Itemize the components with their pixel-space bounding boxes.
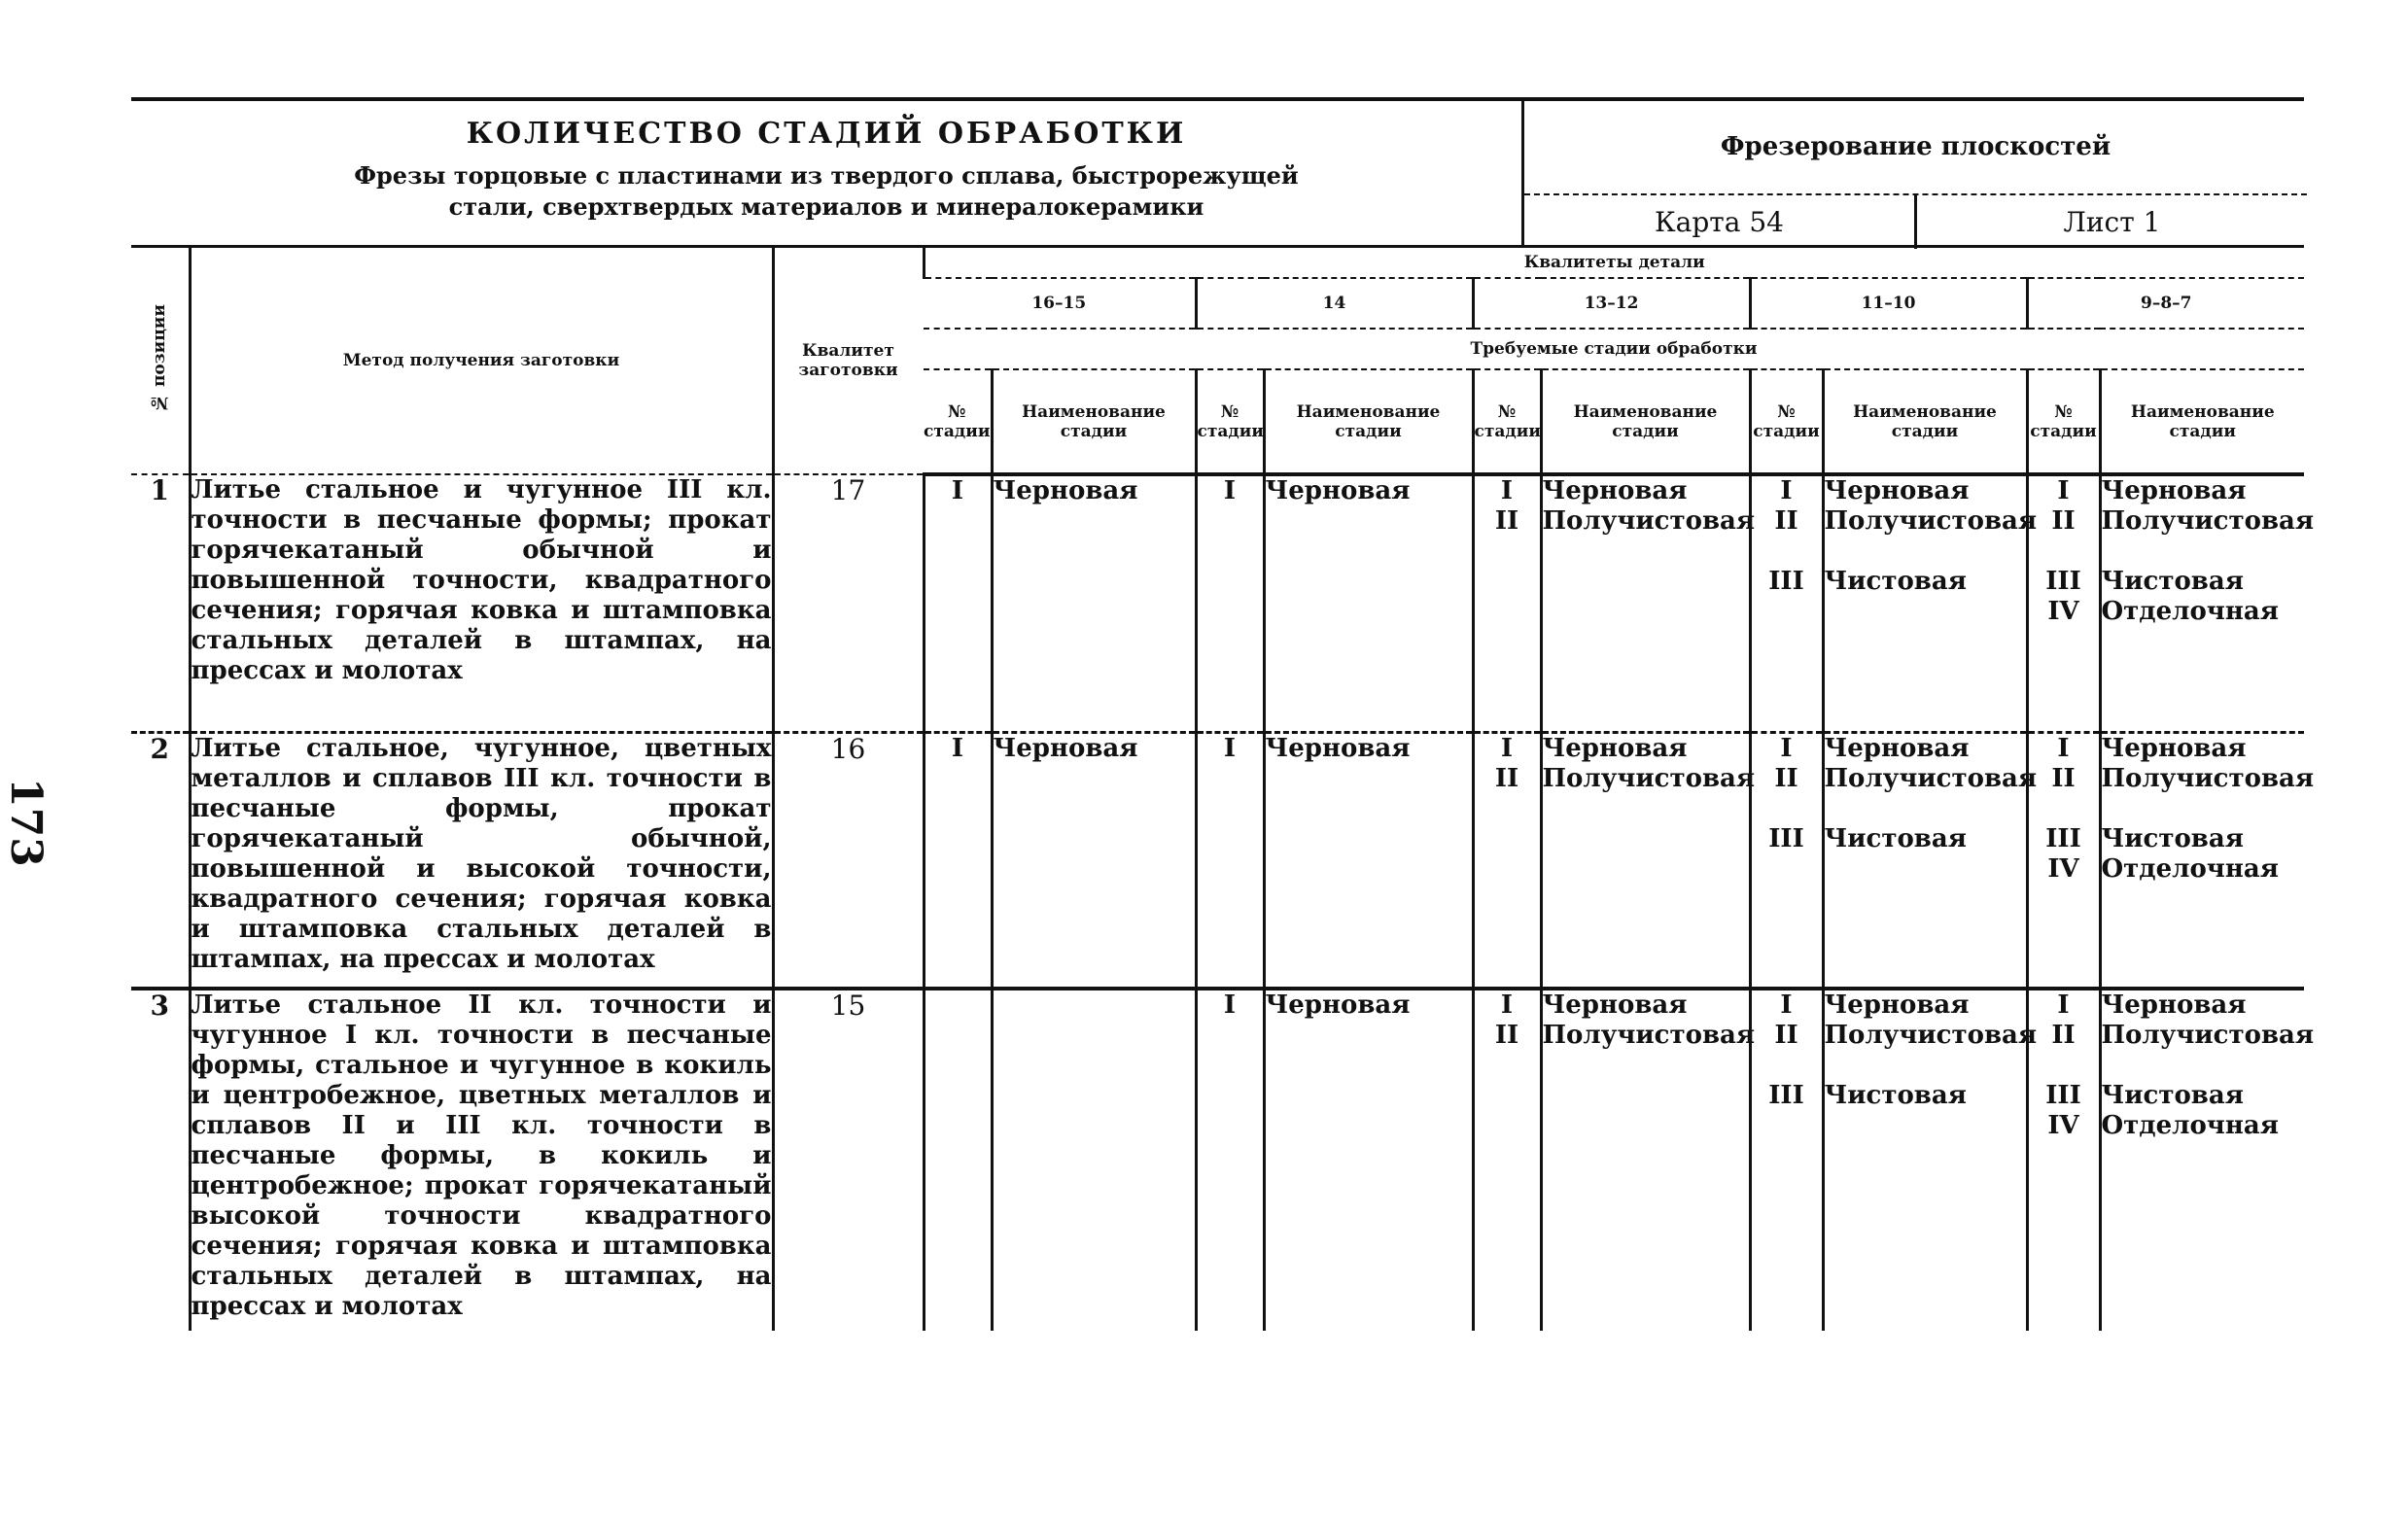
range-header: 9–8–7 bbox=[2027, 278, 2304, 329]
required-stages-header: Требуемые стадии обработки bbox=[924, 329, 2304, 369]
stage-no-header: № стадии bbox=[1473, 369, 1541, 474]
stage-no-cell: I bbox=[1196, 474, 1264, 733]
position-cell: 2 bbox=[131, 733, 190, 990]
card-sheet-row bbox=[1524, 195, 2307, 249]
page-subtitle: Фрезы торцовые с пластинами из твердого сплава, быстрорежущей стали, сверхтвердых материалов и минералокерамики bbox=[354, 161, 1299, 221]
operation-name: Фрезерование плоскостей bbox=[1524, 101, 2307, 195]
stage-no-cell: I II bbox=[1473, 474, 1541, 733]
stage-name-cell: Черновая bbox=[992, 733, 1196, 990]
sheet-number: Лист 1 bbox=[2063, 206, 2161, 238]
method-cell: Литье стальное II кл. точности и чугунное I кл. точности в песчаные формы, стальное и чугунное в кокиль и центробежное, цветных металлов и сплавов II и III кл. точности в песчаные формы, в кокиль и центробежное; прокат горячекатаный высокой точности квадратного сечения; горячая ковка и штамповка стальных деталей в штампах, на прессах и молотах bbox=[190, 989, 773, 1331]
stage-name-cell: Черновая Получистовая Чистовая bbox=[1823, 474, 2027, 733]
stage-no-cell: I II III IV bbox=[2027, 474, 2100, 733]
header-info-block bbox=[1521, 101, 2307, 247]
position-cell: 1 bbox=[131, 474, 190, 733]
stage-no-cell: I bbox=[924, 733, 992, 990]
stage-no-cell: I II bbox=[1473, 733, 1541, 990]
stage-name-cell bbox=[992, 989, 1196, 1331]
stage-no-cell: I bbox=[924, 474, 992, 733]
stage-name-cell: Черновая bbox=[992, 474, 1196, 733]
stage-name-cell: Черновая bbox=[1264, 474, 1473, 733]
stage-no-header: № стадии bbox=[1750, 369, 1823, 474]
stage-name-header: Наименование стадии bbox=[2100, 369, 2304, 474]
stage-no-cell: I bbox=[1196, 989, 1264, 1331]
range-header: 14 bbox=[1196, 278, 1473, 329]
position-header: № позиции bbox=[131, 247, 190, 475]
header-title-block bbox=[131, 101, 1521, 247]
range-header: 16–15 bbox=[924, 278, 1196, 329]
stage-name-header: Наименование стадии bbox=[1541, 369, 1750, 474]
stage-no-cell: I II III IV bbox=[2027, 733, 2100, 990]
stage-name-cell: Черновая bbox=[1264, 989, 1473, 1331]
stage-no-cell: I II III bbox=[1750, 989, 1823, 1331]
stage-no-cell bbox=[924, 989, 992, 1331]
stage-name-cell: Черновая Получистовая bbox=[1541, 733, 1750, 990]
part-quality-group-header: Квалитеты детали bbox=[924, 247, 2304, 279]
stage-no-header: № стадии bbox=[1196, 369, 1264, 474]
table-row bbox=[131, 733, 2304, 990]
card-number: Карта 54 bbox=[1524, 195, 1917, 249]
stage-name-cell: Черновая bbox=[1264, 733, 1473, 990]
table-row bbox=[131, 989, 2304, 1331]
stage-name-header: Наименование стадии bbox=[1264, 369, 1473, 474]
method-header: Метод получения заготовки bbox=[190, 247, 773, 475]
blank-quality-header: Квалитет заготовки bbox=[773, 247, 924, 475]
stage-no-header: № стадии bbox=[2027, 369, 2100, 474]
range-header: 13–12 bbox=[1473, 278, 1750, 329]
stage-no-cell: I II III IV bbox=[2027, 989, 2100, 1331]
page-number: 173 bbox=[1, 778, 51, 867]
method-cell: Литье стальное и чугунное III кл. точности в песчаные формы; прокат горячекатаный обычной и повышенной точности, квадратного сечения; горячая ковка и штамповка стальных деталей в штампах, на прессах и молотах bbox=[190, 474, 773, 733]
stages-table bbox=[131, 245, 2315, 1331]
stage-name-cell: Черновая Получистовая bbox=[1541, 989, 1750, 1331]
stage-name-cell: Черновая Получистовая bbox=[1541, 474, 1750, 733]
range-header: 11–10 bbox=[1750, 278, 2027, 329]
stage-name-cell: Черновая Получистовая Чистовая Отделочная bbox=[2100, 989, 2304, 1331]
stage-name-header: Наименование стадии bbox=[1823, 369, 2027, 474]
stage-no-cell: I II bbox=[1473, 989, 1541, 1331]
stage-no-cell: I bbox=[1196, 733, 1264, 990]
blank-quality-cell: 17 bbox=[773, 474, 924, 733]
stage-name-header: Наименование стадии bbox=[992, 369, 1196, 474]
blank-quality-cell: 15 bbox=[773, 989, 924, 1331]
table-row bbox=[131, 474, 2304, 733]
stage-no-header: № стадии bbox=[924, 369, 992, 474]
stage-name-cell: Черновая Получистовая Чистовая bbox=[1823, 989, 2027, 1331]
stage-no-cell: I II III bbox=[1750, 733, 1823, 990]
page-title: КОЛИЧЕСТВО СТАДИЙ ОБРАБОТКИ bbox=[466, 117, 1187, 151]
stage-name-cell: Черновая Получистовая Чистовая bbox=[1823, 733, 2027, 990]
stage-name-cell: Черновая Получистовая Чистовая Отделочная bbox=[2100, 474, 2304, 733]
stage-name-cell: Черновая Получистовая Чистовая Отделочная bbox=[2100, 733, 2304, 990]
stage-no-cell: I II III bbox=[1750, 474, 1823, 733]
document-header bbox=[131, 97, 2304, 247]
method-cell: Литье стальное, чугунное, цветных металлов и сплавов III кл. точности в песчаные формы, прокат горячекатаный обычной, повышенной и высокой точности, квадратного сечения; горячая ковка и штамповка стальных деталей в штампах, на прессах и молотах bbox=[190, 733, 773, 990]
position-cell: 3 bbox=[150, 990, 169, 1022]
blank-quality-cell: 16 bbox=[773, 733, 924, 990]
